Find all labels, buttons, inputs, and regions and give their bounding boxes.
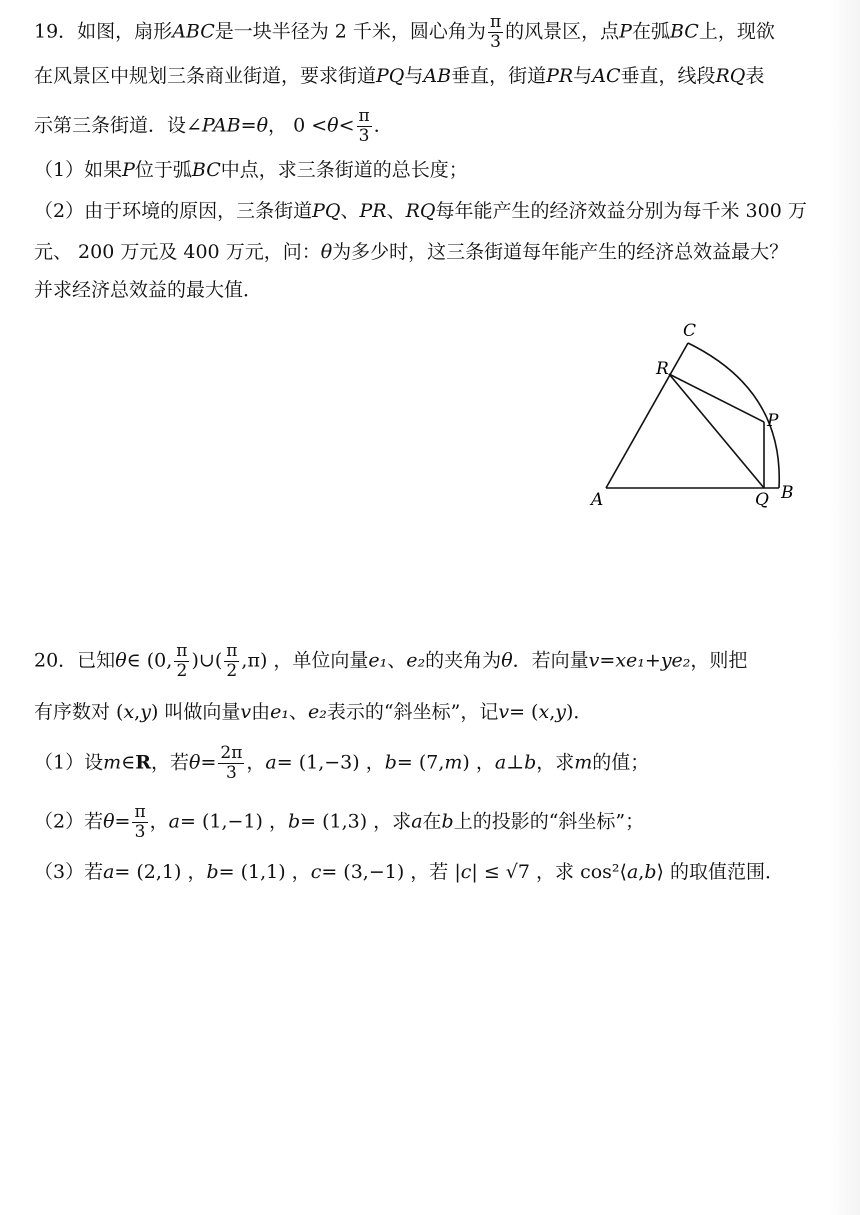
label-p: P [767,411,779,431]
fraction-pi-over-2: $\frac{\pi}{2}$ [226,641,238,681]
q20-part-3: （3）若a= (2,1) ，b= (1,1) ，c= (3,−1) ，若 |c| ≤ √7 ，求 cos²⟨a,b⟩ 的取值范围． [34,861,784,883]
q19-part-1: （1）如果P位于弧BC中点，求三条街道的总长度； [34,159,468,181]
arc-bc [688,343,779,488]
label-q: Q [755,490,769,510]
q19-line-1: 19．如图，扇形ABC是一块半径为 2 千米，圆心角为 $\frac{\pi}{3}$ 的风景区，点P在弧BC上，现欲 [34,12,775,52]
q19-part-2-line-3: 并求经济总效益的最大值． [34,279,263,301]
label-a: A [591,490,604,510]
label-r: R [656,359,669,379]
fraction-pi-over-2: $\frac{\pi}{2}$ [176,641,188,681]
q20-line-1: 20．已知θ∈ (0, $\frac{\pi}{2}$ )∪( $\frac{\pi}{2}$ ,π) ，单位向量e₁、e₂的夹角为θ．若向量v=xe₁+ye₂，则把 [34,641,748,681]
q19-part-2-line-2: 元、 200 万元及 400 万元，问：θ为多少时，这三条街道每年能产生的经济总效益最大？ [34,241,789,263]
q19-line-2: 在风景区中规划三条商业街道，要求街道PQ与AB垂直，街道PR与AC垂直，线段RQ表 [34,65,765,87]
q19-line-3: 示第三条街道．设∠PAB=θ， 0 <θ< $\frac{\pi}{3}$ ． [34,106,393,146]
fraction-pi-over-3: $\frac{\pi}{3}$ [489,12,502,52]
q19-part-2-line-1: （2）由于环境的原因，三条街道PQ、PR、RQ每年能产生的经济效益分别为每千米 300 万 [34,200,807,222]
segment-ac [606,343,688,488]
q20-line-2: 有序数对 (x,y) 叫做向量v由e₁、e₂表示的“斜坐标”，记v= (x,y)． [34,701,593,723]
q20-part-1: （1）设m∈R，若θ= $\frac{2\pi}{3}$ ，a= (1,−3) ，b= (7,m) ，a⊥b，求m的值； [34,743,650,783]
label-c: C [683,321,697,341]
fraction-2pi-over-3: $\frac{2\pi}{3}$ [220,743,243,783]
segment-pr [669,374,764,422]
label-b: B [781,483,794,503]
fraction-pi-over-3: $\frac{\pi}{3}$ [358,106,370,146]
fraction-pi-over-3: $\frac{\pi}{3}$ [134,802,146,842]
q20-part-2: （2）若θ= $\frac{\pi}{3}$ ，a= (1,−1) ，b= (1,3) ，求a在b上的投影的“斜坐标”； [34,802,645,842]
